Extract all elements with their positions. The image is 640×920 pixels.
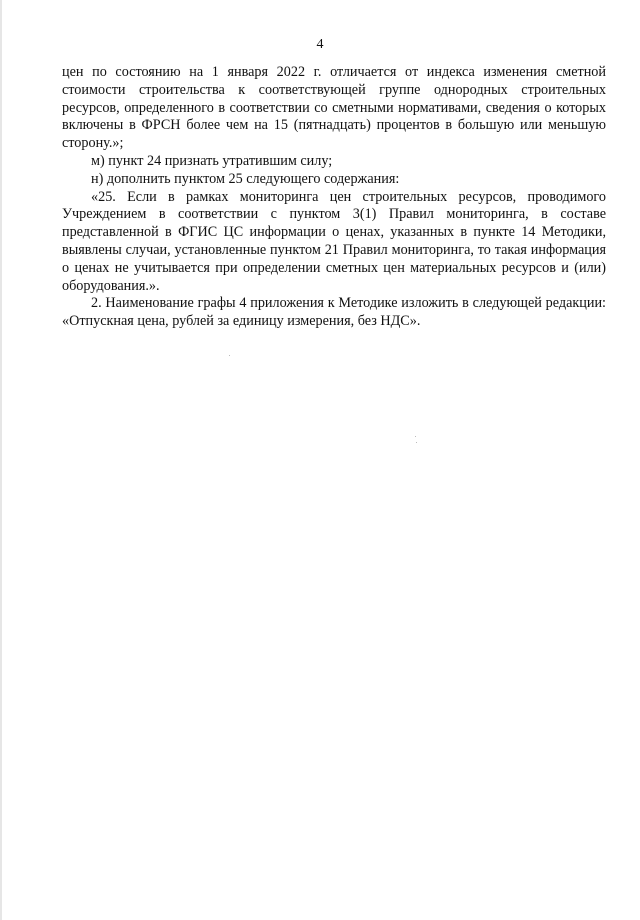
paragraph-item-n: н) дополнить пунктом 25 следующего содержания:	[91, 170, 400, 187]
paragraph-continuation: цен по состоянию на 1 января 2022 г. отличается от индекса изменения сметной стоимости строительства к соответствующей группе однородных строительных ресурсов, определенного в соответствии со сметными нормативами, сведения о которых включены в ФРСН более чем на 15 (пятнадцать) процентов в большую или меньшую сторону.»;	[62, 64, 606, 152]
scan-speck	[416, 442, 417, 443]
page-number: 4	[316, 37, 324, 52]
document-body	[62, 64, 606, 331]
paragraph-point-2: 2. Наименование графы 4 приложения к Методике изложить в следующей редакции: «Отпускная цена, рублей за единицу измерения, без НДС».	[62, 295, 606, 330]
paragraph-item-m: м) пункт 24 признать утратившим силу;	[91, 152, 333, 169]
paragraph-clause-25: «25. Если в рамках мониторинга цен строительных ресурсов, проводимого Учреждением в соответствии с пунктом 3(1) Правил мониторинга, в составе представленной в ФГИС ЦС информации о ценах, указанных в пункте 14 Методики, выявлены случаи, установленные пунктом 21 Правил мониторинга, то такая информация о ценах не учитывается при определении сметных цен материальных ресурсов и (или) оборудования.».	[62, 188, 606, 294]
scan-speck	[415, 436, 416, 437]
scan-speck	[229, 355, 230, 356]
scan-edge	[0, 0, 2, 920]
